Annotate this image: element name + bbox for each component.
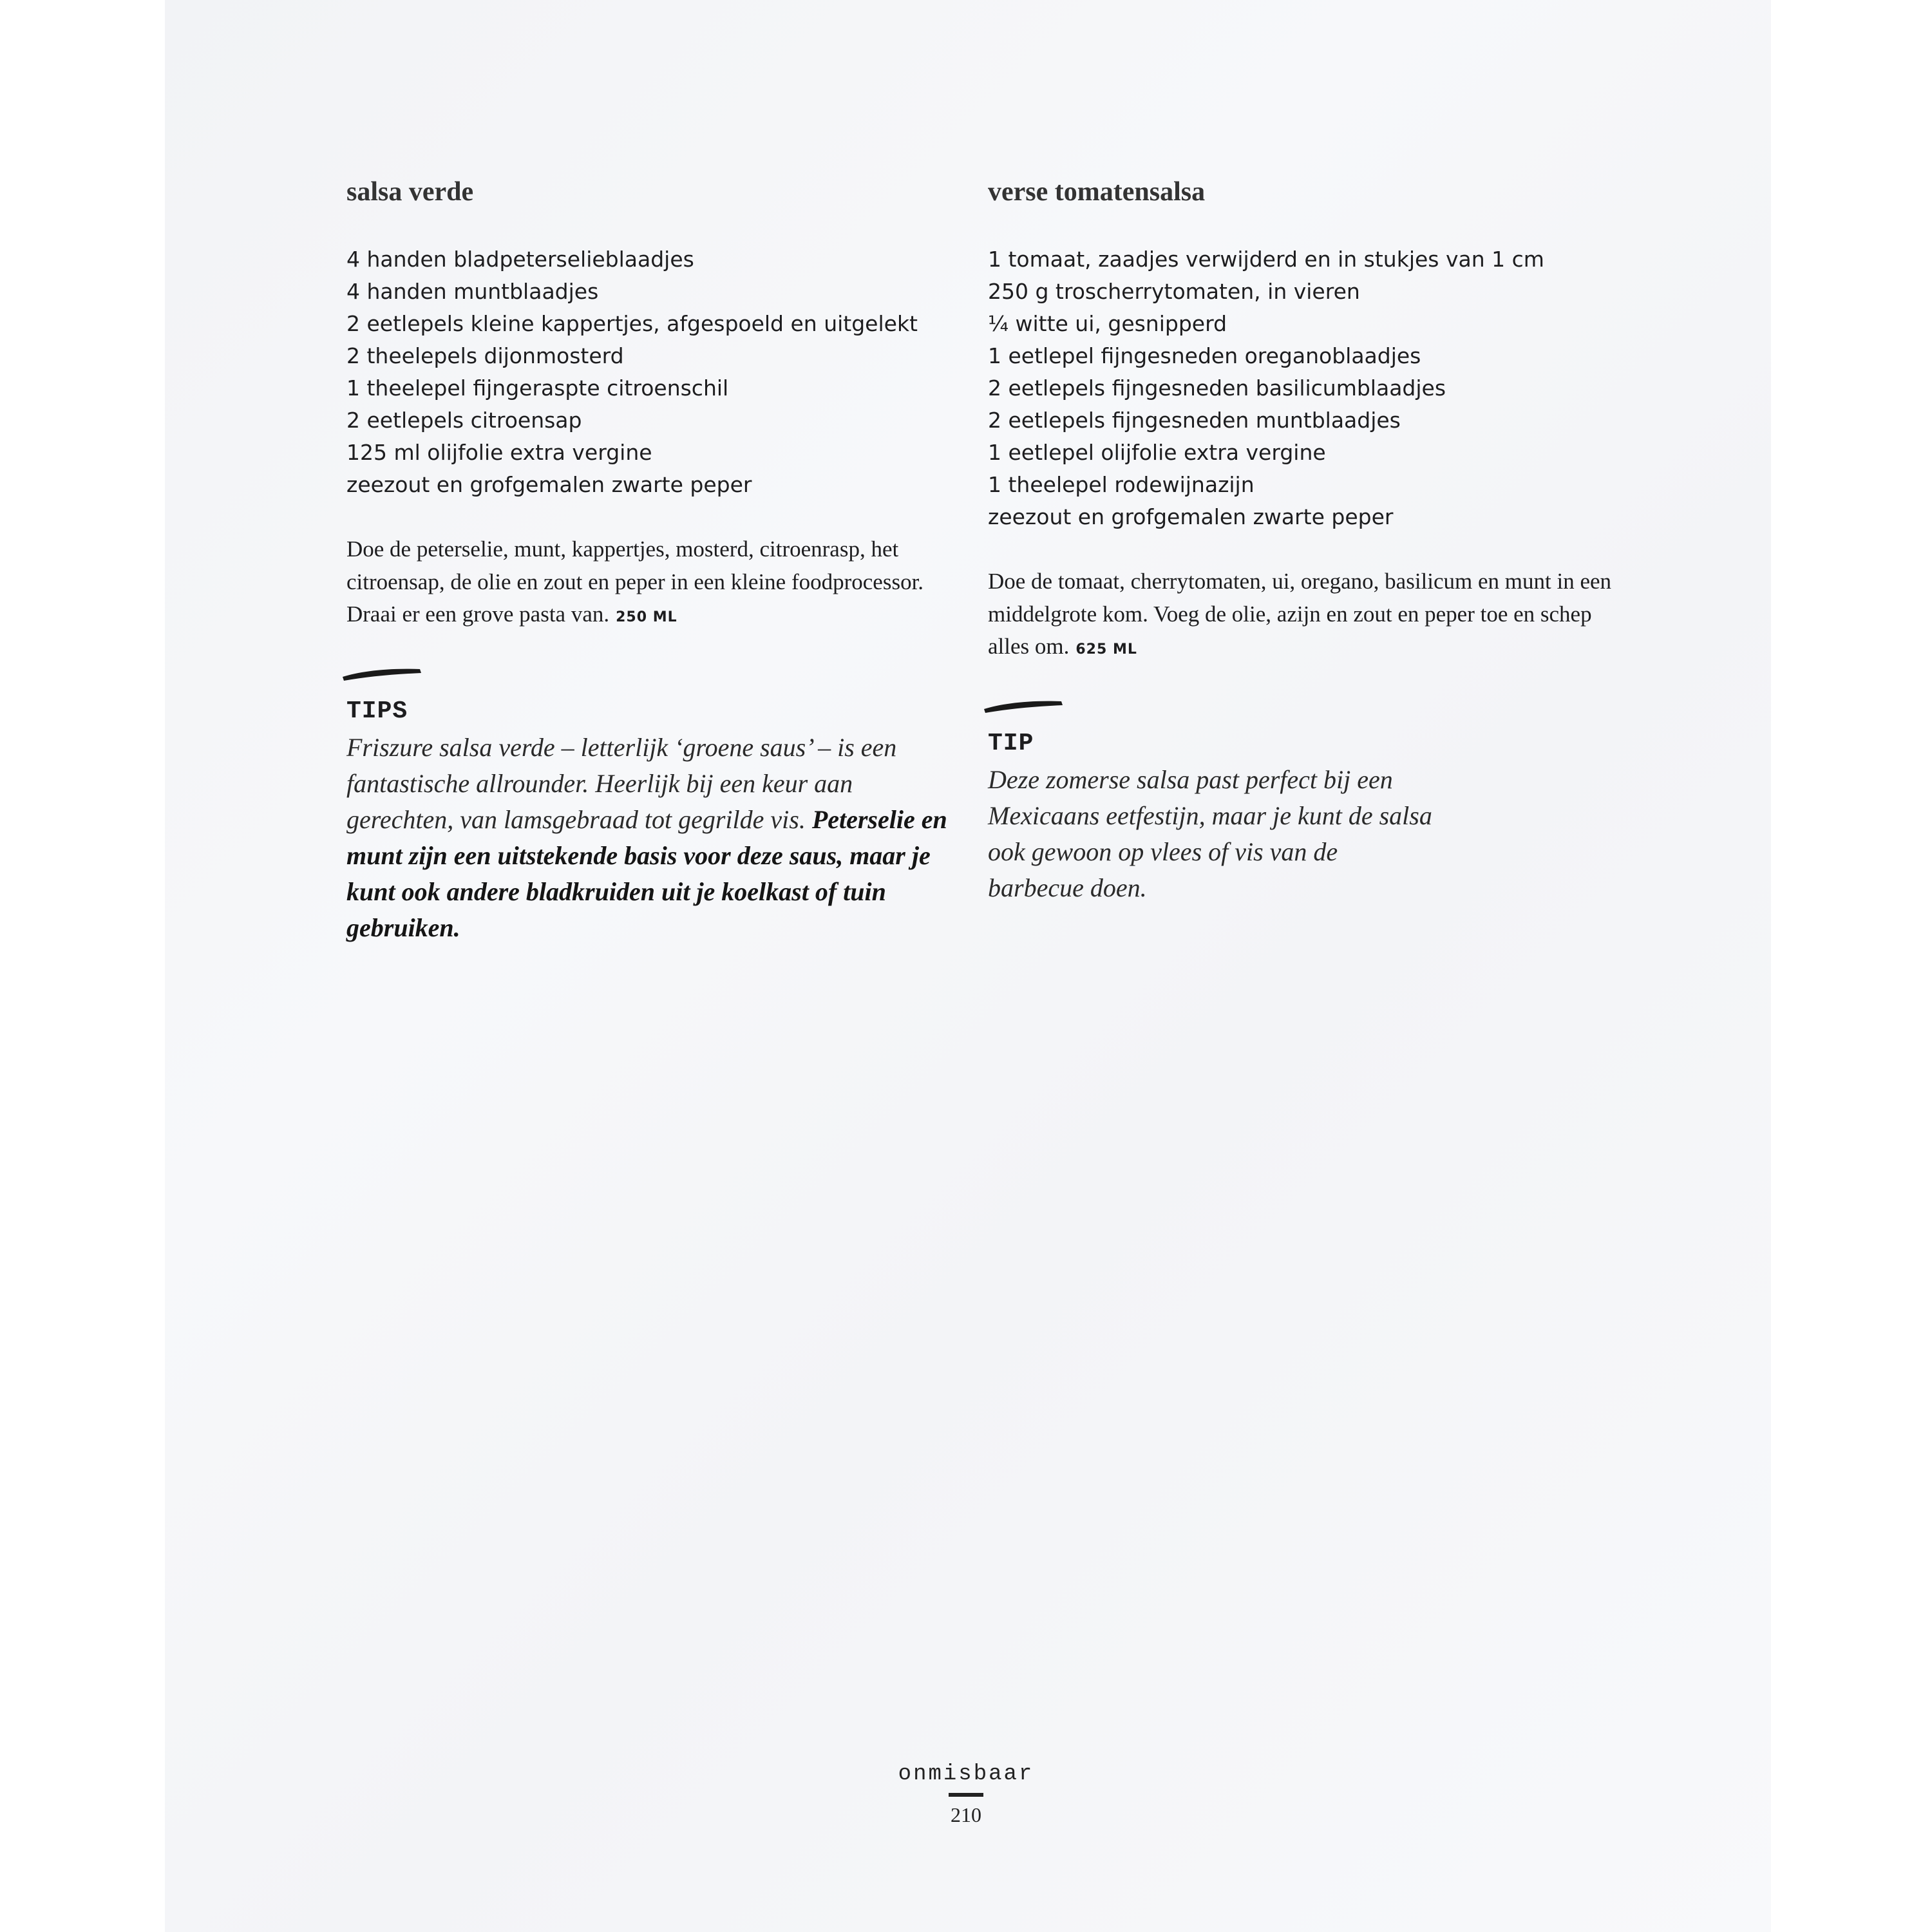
ingredient-list [988,243,1638,533]
ingredient-item: 125 ml olijfolie extra vergine [346,440,652,465]
recipe-salsa-verde [346,173,958,946]
ingredient-item: 1 eetlepel olijfolie extra vergine [988,440,1326,465]
tips-heading: TIPS [346,697,408,725]
ingredient-item: zeezout en grofgemalen zwarte peper [346,472,752,497]
page-number: 210 [951,1803,981,1826]
ingredient-item: 1 theelepel fijngeraspte citroenschil [346,375,729,401]
ingredient-item: 2 theelepels dijonmosterd [346,343,624,368]
method-paragraph [988,565,1638,667]
ingredient-item: 250 g troscherrytomaten, in vieren [988,279,1360,304]
ingredient-item: ¼ witte ui, gesnipperd [988,311,1227,336]
ingredient-item: 1 tomaat, zaadjes verwijderd en in stukjes van 1 cm [988,247,1544,272]
recipe-title: salsa verde [346,177,474,207]
brush-stroke-icon [981,692,1065,718]
ingredient-item: 2 eetlepels fijngesneden basilicumblaadjes [988,375,1446,401]
yield-label: 250 ML [616,609,677,625]
book-title: onmisbaar [898,1762,1034,1786]
method-paragraph [346,533,958,634]
recipe-title: verse tomatensalsa [988,177,1206,207]
page-footer [837,1758,1095,1829]
ingredient-list [346,243,958,501]
tips-text [346,730,958,946]
tip-text: Deze zomerse salsa past perfect bij een Mexicaans eetfestijn, maar je kunt de salsa ook gewoon op vlees of vis van de barbecue doen. [988,764,1432,902]
method-text: Doe de tomaat, cherrytomaten, ui, oregano, basilicum en munt in een middelgrote kom. Voeg de olie, azijn en zout en peper toe en schep alles om. [988,569,1612,659]
ingredient-item: 1 theelepel rodewijnazijn [988,472,1255,497]
tip-heading: TIP [988,729,1034,757]
ingredient-item: 2 eetlepels fijngesneden muntblaadjes [988,408,1401,433]
ingredient-item: zeezout en grofgemalen zwarte peper [988,504,1394,529]
yield-label: 625 ML [1075,641,1137,658]
ingredient-item: 4 handen bladpeterselieblaadjes [346,247,694,272]
ingredient-item: 4 handen muntblaadjes [346,279,599,304]
ingredient-item: 2 eetlepels citroensap [346,408,582,433]
method-text: Doe de peterselie, munt, kappertjes, mosterd, citroenrasp, het citroensap, de olie en zout en peper in een kleine foodprocessor. Draai er een grove pasta van. [346,536,924,627]
recipe-verse-tomatensalsa [988,173,1638,906]
brush-stroke-icon [340,660,424,686]
tips-text-italic: Friszure salsa verde – letterlijk ‘groene saus’ – is een fantastische allrounder. Heerlijk bij een keur aan gerechten, van lamsgebraad tot gegrilde vis. [346,732,897,834]
footer-divider [949,1793,983,1797]
ingredient-item: 2 eetlepels kleine kappertjes, afgespoeld en uitgelekt [346,311,918,336]
tips-text-bold: Peterselie en munt zijn een uitstekende basis voor deze saus, maar je kunt ook andere bladkruiden uit je koelkast of tuin gebruiken. [346,804,947,942]
ingredient-item: 1 eetlepel fijngesneden oreganoblaadjes [988,343,1421,368]
